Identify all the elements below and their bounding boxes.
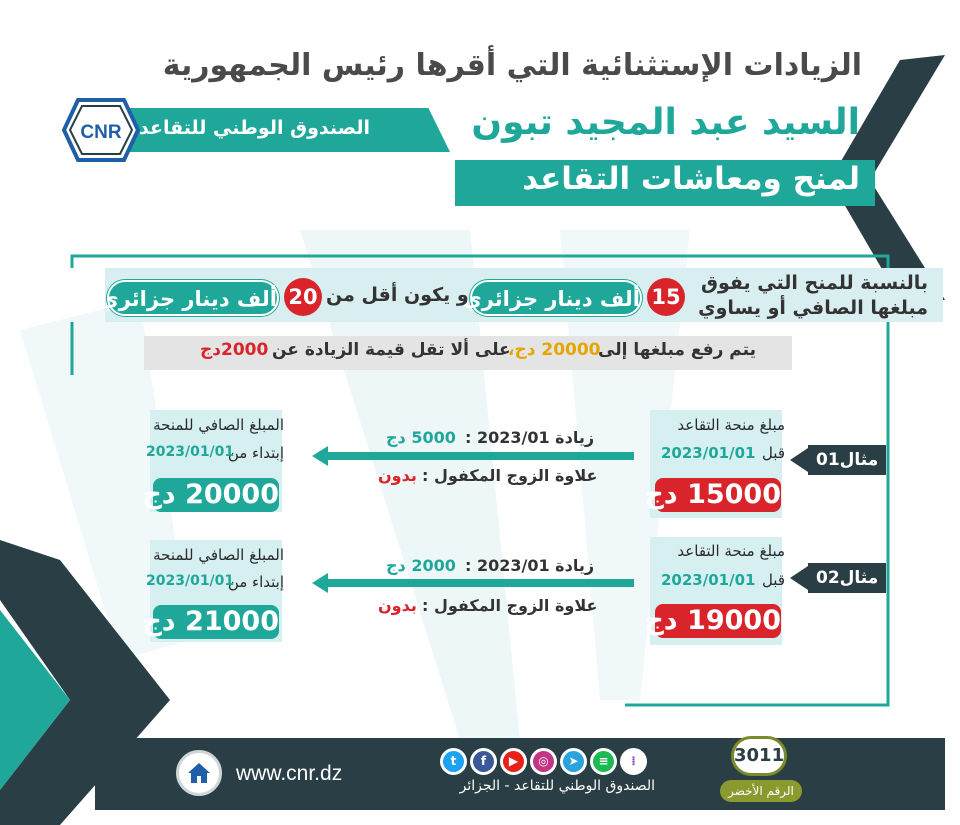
example-2-spouse-value: بدون	[378, 596, 417, 615]
example-2-before-date: 2023/01/01	[661, 571, 756, 589]
telegram-icon[interactable]: ➤	[560, 748, 587, 775]
instagram-icon[interactable]: ◎	[530, 748, 557, 775]
cnr-logo-icon	[62, 98, 140, 162]
green-number-badge[interactable]: 3011	[731, 736, 787, 776]
example-2-arrow-icon	[312, 573, 634, 593]
example-1-after-label: المبلغ الصافي للمنحة	[153, 416, 284, 434]
number-badge-15: 15	[647, 278, 685, 316]
example-2-after-label: المبلغ الصافي للمنحة	[153, 546, 284, 564]
spotify-icon[interactable]: ≡	[590, 748, 617, 775]
twitter-icon[interactable]: t	[440, 748, 467, 775]
condition-line-1: بالنسبة للمنح التي يفوق	[700, 272, 928, 294]
example-1-spouse-value: بدون	[378, 466, 417, 485]
note-amount: 20000 دج،	[508, 340, 601, 360]
example-1-after-date: 2023/01/01	[146, 444, 235, 460]
example-1-after-amount: 20000 دج	[142, 479, 279, 510]
example-2-after-date: 2023/01/01	[146, 573, 235, 589]
logo-text: CNR	[80, 122, 122, 143]
example-1-before-amount: 15000 دج	[644, 479, 781, 510]
example-2-before-amount: 19000 دج	[644, 605, 781, 636]
condition-middle: و يكون أقل من	[326, 284, 469, 306]
example-2-tag-pointer-icon	[790, 566, 808, 590]
currency-pill-2: ألف دينار جزائري	[107, 280, 279, 316]
example-2-increase-value: 2000 دج	[386, 556, 456, 575]
youtube-icon[interactable]: ▶	[500, 748, 527, 775]
example-2-increase-label: زيادة 2023/01 :	[465, 556, 595, 575]
example-1-arrow-icon	[312, 446, 634, 466]
title-line-3: لمنح ومعاشات التقاعد	[522, 161, 860, 197]
number-badge-20: 20	[284, 278, 322, 316]
home-icon	[187, 761, 211, 785]
note-min-increase: 2000دج	[200, 340, 269, 360]
note-part-1: يتم رفع مبلغها إلى	[598, 340, 756, 360]
example-1-before-prefix: قبل	[761, 444, 785, 462]
example-1-increase-value: 5000 دج	[386, 428, 456, 447]
website-link[interactable]: www.cnr.dz	[236, 762, 343, 785]
example-1-after-prefix: إبتداء من	[227, 444, 284, 462]
title-line-1: الزيادات الإستثنائية التي أقرها رئيس الجمهورية	[162, 48, 862, 83]
example-1-before-date: 2023/01/01	[661, 444, 756, 462]
example-1-increase-label: زيادة 2023/01 :	[465, 428, 595, 447]
title-line-2: السيد عبد المجيد تبون	[471, 102, 860, 143]
example-1-tag: مثال01	[808, 445, 886, 475]
example-2-after-amount: 21000 دج	[142, 606, 279, 637]
org-name: الصندوق الوطني للتقاعد	[139, 117, 370, 139]
note-part-2: على ألا تقل قيمة الزيادة عن	[272, 340, 511, 360]
home-button[interactable]	[176, 750, 222, 796]
condition-line-2: مبلغها الصافي أو يساوي	[698, 297, 928, 319]
example-2-before-prefix: قبل	[761, 571, 785, 589]
example-2-spouse-label: علاوة الزوج المكفول :	[422, 596, 598, 615]
example-1-tag-pointer-icon	[790, 448, 808, 472]
podcast-icon[interactable]: ⁞	[620, 748, 647, 775]
footer-org-line: الصندوق الوطني للتقاعد - الجزائر	[459, 778, 655, 794]
example-1-before-label: مبلغ منحة التقاعد	[677, 416, 785, 434]
facebook-icon[interactable]: f	[470, 748, 497, 775]
example-2-after-prefix: إبتداء من	[227, 573, 284, 591]
example-2-before-label: مبلغ منحة التقاعد	[677, 542, 785, 560]
green-number-label: الرقم الأخضر	[720, 780, 802, 802]
example-2-tag: مثال02	[808, 563, 886, 593]
example-1-spouse-label: علاوة الزوج المكفول :	[422, 466, 598, 485]
currency-pill-1: ألف دينار جزائري	[470, 280, 642, 316]
